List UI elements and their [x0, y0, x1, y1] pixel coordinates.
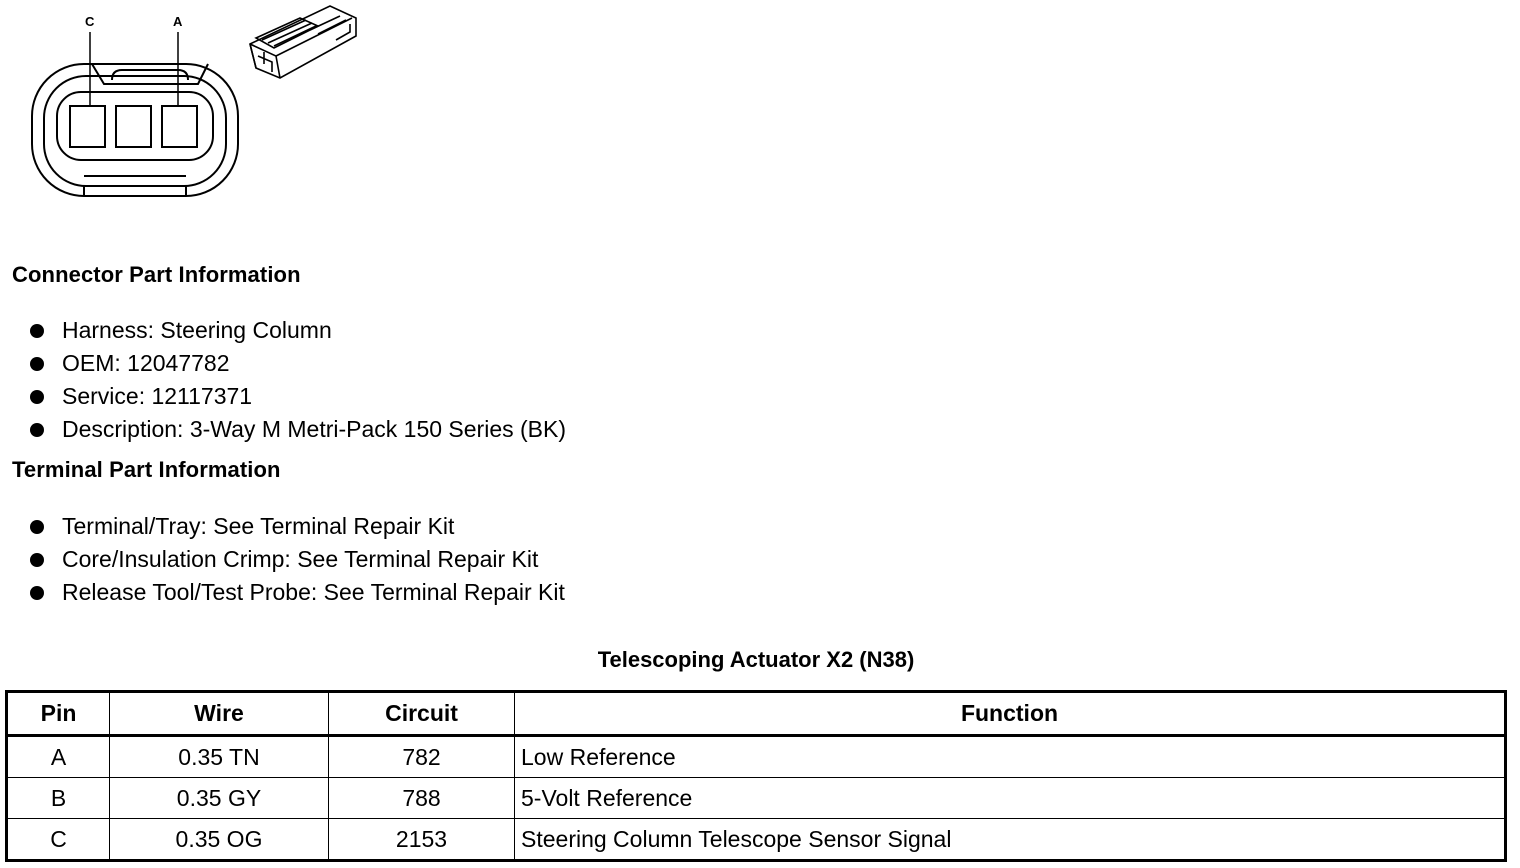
header-function: Function: [515, 692, 1506, 736]
terminal-part-list: [30, 510, 565, 609]
key-slot: [84, 186, 186, 196]
cell-function: Low Reference: [515, 736, 1506, 778]
list-item: [30, 314, 566, 347]
cell-pin: A: [7, 736, 110, 778]
list-item: [30, 380, 566, 413]
cavity-a: [162, 106, 197, 147]
list-item-text: OEM: 12047782: [62, 350, 230, 376]
bullet-icon: [30, 324, 44, 338]
bullet-icon: [30, 423, 44, 437]
cell-function: 5-Volt Reference: [515, 778, 1506, 819]
bullet-icon: [30, 390, 44, 404]
cell-circuit: 2153: [329, 819, 515, 861]
connector-isometric-icon: [250, 6, 356, 78]
table-header-row: [7, 692, 1506, 736]
list-item-text: Harness: Steering Column: [62, 317, 332, 343]
terminal-part-heading: Terminal Part Information: [12, 457, 281, 482]
cell-wire: 0.35 GY: [110, 778, 329, 819]
connector-part-heading: Connector Part Information: [12, 262, 301, 287]
header-pin: Pin: [7, 692, 110, 736]
list-item: [30, 347, 566, 380]
header-circuit: Circuit: [329, 692, 515, 736]
bullet-icon: [30, 586, 44, 600]
pin-label-a: A: [173, 14, 183, 29]
table-row: [7, 819, 1506, 861]
list-item: [30, 413, 566, 446]
bullet-icon: [30, 357, 44, 371]
list-item: [30, 510, 565, 543]
cell-wire: 0.35 OG: [110, 819, 329, 861]
cell-circuit: 782: [329, 736, 515, 778]
pinout-table: [5, 690, 1507, 862]
cavity-c: [70, 106, 105, 147]
list-item-text: Service: 12117371: [62, 383, 253, 409]
locking-tab: [92, 64, 208, 84]
header-wire: Wire: [110, 692, 329, 736]
list-item-text: Release Tool/Test Probe: See Terminal Repair Kit: [62, 579, 565, 605]
table-row: [7, 778, 1506, 819]
list-item-text: Description: 3-Way M Metri-Pack 150 Series (BK): [62, 416, 567, 442]
pin-label-c: C: [85, 14, 95, 29]
table-title: Telescoping Actuator X2 (N38): [597, 647, 915, 672]
list-item-text: Core/Insulation Crimp: See Terminal Repair Kit: [62, 546, 539, 572]
cell-circuit: 788: [329, 778, 515, 819]
connector-part-list: [30, 314, 566, 446]
bullet-icon: [30, 553, 44, 567]
table-row: [7, 736, 1506, 778]
connector-diagram: [0, 0, 380, 220]
cell-function: Steering Column Telescope Sensor Signal: [515, 819, 1506, 861]
connector-cavity-frame: [57, 92, 213, 160]
cell-pin: C: [7, 819, 110, 861]
cavity-b: [116, 106, 151, 147]
cell-pin: B: [7, 778, 110, 819]
cell-wire: 0.35 TN: [110, 736, 329, 778]
list-item: [30, 576, 565, 609]
list-item: [30, 543, 565, 576]
bullet-icon: [30, 520, 44, 534]
list-item-text: Terminal/Tray: See Terminal Repair Kit: [62, 513, 455, 539]
